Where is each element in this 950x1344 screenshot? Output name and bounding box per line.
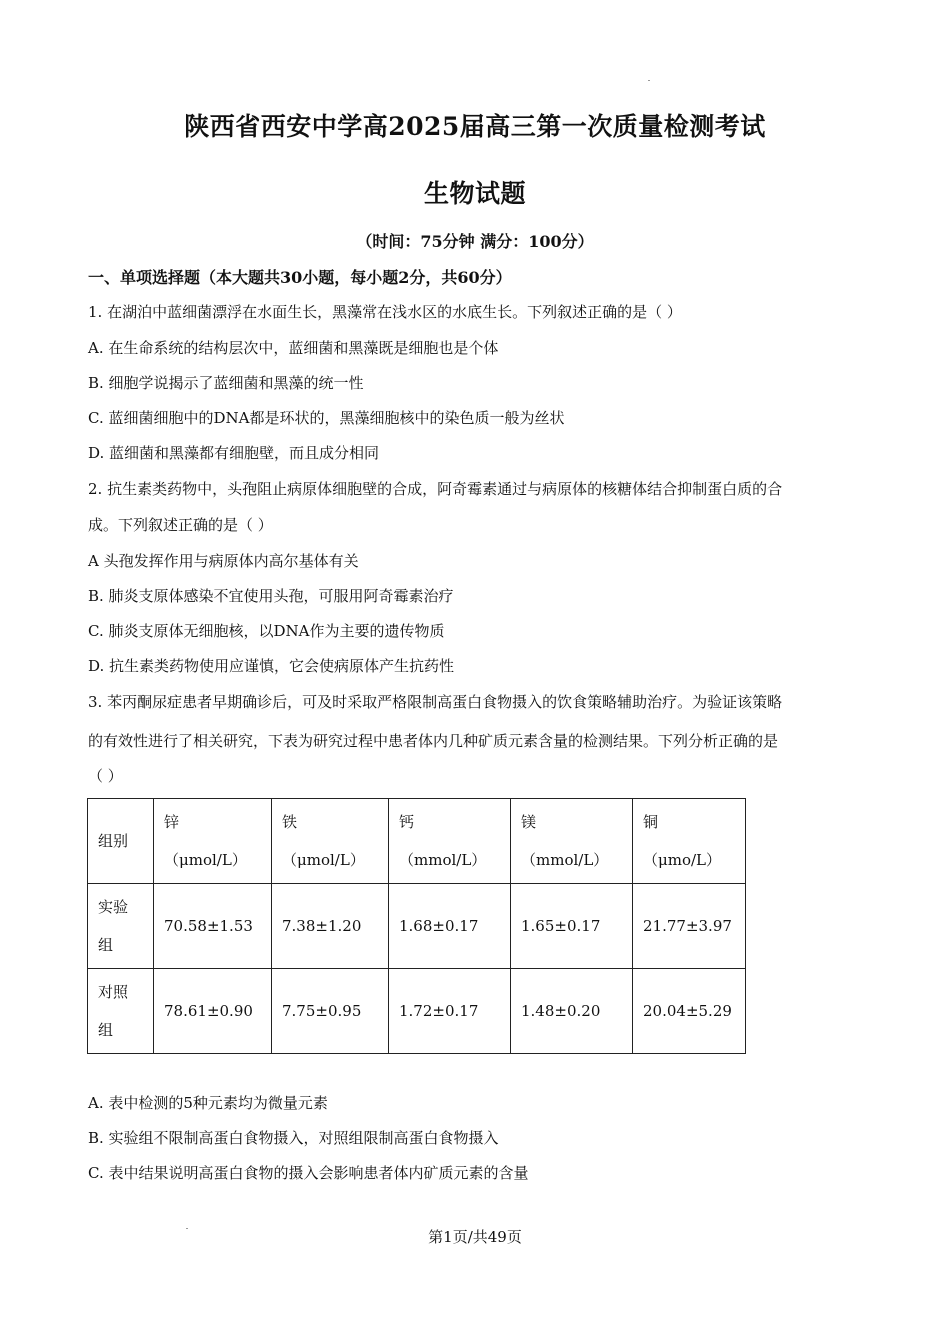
value-cell: 70.58±1.53 (154, 884, 272, 969)
header-iron-unit: （μmol/L） (282, 851, 365, 869)
group-cell (88, 969, 154, 1054)
table-header-cell (389, 799, 511, 884)
table-header-cell (154, 799, 272, 884)
header-calcium-unit: （mmol/L） (399, 851, 487, 869)
scan-speck (648, 80, 650, 81)
value-cell: 1.48±0.20 (511, 969, 633, 1054)
question-3-stem-line-1: 3. 苯丙酮尿症患者早期确诊后，可及时采取严格限制高蛋白食物摄入的饮食策略辅助治疗。为验证该策略 (88, 693, 783, 711)
header-iron: 铁 (282, 813, 298, 831)
group-label: 对照 (98, 983, 129, 1001)
value-cell: 1.68±0.17 (389, 884, 511, 969)
value-cell: 7.75±0.95 (272, 969, 389, 1054)
page-number: 第1页/共49页 (428, 1228, 522, 1246)
header-calcium: 钙 (399, 813, 415, 831)
exam-meta: （时间：75分钟 满分：100分） (356, 232, 594, 251)
value-cell: 1.65±0.17 (511, 884, 633, 969)
question-1-stem: 1. 在湖泊中蓝细菌漂浮在水面生长，黑藻常在浅水区的水底生长。下列叙述正确的是（ ） (88, 303, 682, 321)
header-magnesium: 镁 (521, 813, 537, 831)
value-cell: 1.72±0.17 (389, 969, 511, 1054)
table-header-cell (633, 799, 746, 884)
value-cell: 20.04±5.29 (633, 969, 746, 1054)
question-3-stem-line-3: （ ） (88, 767, 123, 785)
question-1-option-d: D. 蓝细菌和黑藻都有细胞壁，而且成分相同 (88, 444, 380, 462)
group-label: 实验 (98, 898, 129, 916)
question-3-option-a: A. 表中检测的5种元素均为微量元素 (88, 1094, 328, 1112)
exam-title: 陕西省西安中学高2025届高三第一次质量检测考试 (184, 112, 766, 141)
table-row (88, 884, 746, 969)
value-cell: 7.38±1.20 (272, 884, 389, 969)
header-copper-unit: （μmo/L） (643, 851, 722, 869)
question-3-option-c: C. 表中结果说明高蛋白食物的摄入会影响患者体内矿质元素的含量 (88, 1164, 529, 1182)
question-1-option-a: A. 在生命系统的结构层次中，蓝细菌和黑藻既是细胞也是个体 (88, 339, 499, 357)
question-2-option-a: A 头孢发挥作用与病原体内高尔基体有关 (88, 552, 359, 570)
question-1-option-b: B. 细胞学说揭示了蓝细菌和黑藻的统一性 (88, 374, 364, 392)
question-1-option-c: C. 蓝细菌细胞中的DNA都是环状的，黑藻细胞核中的染色质一般为丝状 (88, 409, 565, 427)
header-group: 组别 (98, 832, 129, 850)
table-header-cell (88, 799, 154, 884)
table-row (88, 969, 746, 1054)
question-2-option-d: D. 抗生素类药物使用应谨慎，它会使病原体产生抗药性 (88, 657, 455, 675)
table-header-cell (511, 799, 633, 884)
question-3-stem-line-2: 的有效性进行了相关研究，下表为研究过程中患者体内几种矿质元素含量的检测结果。下列分析正确的是 (88, 732, 779, 750)
header-magnesium-unit: （mmol/L） (521, 851, 609, 869)
question-2-option-b: B. 肺炎支原体感染不宜使用头孢，可服用阿奇霉素治疗 (88, 587, 454, 605)
question-2-option-c: C. 肺炎支原体无细胞核，以DNA作为主要的遗传物质 (88, 622, 445, 640)
exam-subtitle: 生物试题 (423, 179, 526, 208)
value-cell: 78.61±0.90 (154, 969, 272, 1054)
header-copper: 铜 (643, 813, 659, 831)
question-2-stem-line-1: 2. 抗生素类药物中，头孢阻止病原体细胞壁的合成，阿奇霉素通过与病原体的核糖体结合抑制蛋白质的合 (88, 480, 783, 498)
group-cell (88, 884, 154, 969)
question-3-option-b: B. 实验组不限制高蛋白食物摄入，对照组限制高蛋白食物摄入 (88, 1129, 499, 1147)
table-header-row (88, 799, 746, 884)
mineral-element-table (87, 798, 746, 1054)
section-heading: 一、单项选择题（本大题共30小题，每小题2分，共60分） (88, 268, 512, 287)
group-label: 组 (98, 936, 114, 954)
question-2-stem-line-2: 成。下列叙述正确的是（ ） (88, 516, 273, 534)
header-zinc: 锌 (164, 813, 180, 831)
header-zinc-unit: （μmol/L） (164, 851, 247, 869)
value-cell: 21.77±3.97 (633, 884, 746, 969)
table-header-cell (272, 799, 389, 884)
group-label: 组 (98, 1021, 114, 1039)
